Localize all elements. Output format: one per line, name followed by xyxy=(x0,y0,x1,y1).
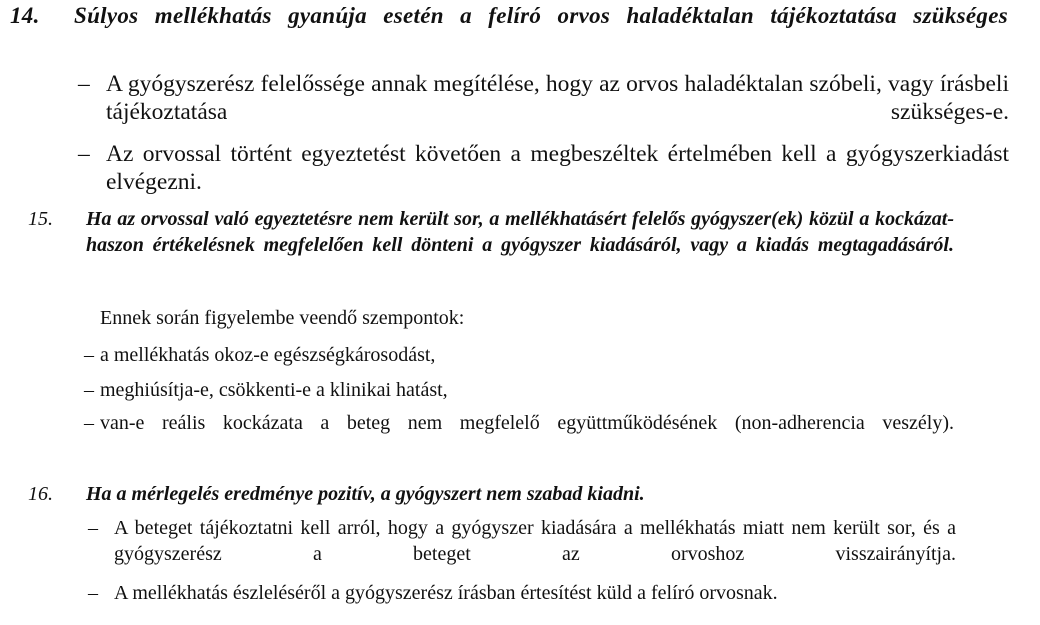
list-item-text: A gyógyszerész felelőssége annak megítélése, hogy az orvos haladéktalan szóbeli, vagy írásbeli tájékoztatása szükséges-e. xyxy=(106,71,1009,125)
list-item-text: A mellékhatás észleléséről a gyógyszerész írásban értesítést küld a felíró orvosnak. xyxy=(114,582,778,604)
section-title: Ha a mérlegelés eredménye pozitív, a gyógyszert nem szabad kiadni. xyxy=(86,483,645,505)
dash-bullet: – xyxy=(78,71,90,97)
section-intro: Ennek során figyelembe veendő szempontok: xyxy=(100,307,465,329)
list-item-text: meghiúsítja-e, csökkenti-e a klinikai hatást, xyxy=(100,379,448,401)
dash-bullet: – xyxy=(78,141,90,167)
list-item-text: a mellékhatás okoz-e egészségkárosodást, xyxy=(100,344,436,366)
list-item-text: Az orvossal történt egyeztetést követően a megbeszéltek értelmében kell a gyógyszerkiadást elvégezni. xyxy=(106,141,1009,195)
section-number: 15. xyxy=(28,208,53,230)
list-item-text: A beteget tájékoztatni kell arról, hogy a gyógyszer kiadására a mellékhatás miatt nem került sor, és a gyógyszerész a beteget az orvoshoz visszairányítja. xyxy=(114,517,956,565)
dash-bullet: – xyxy=(84,344,94,366)
dash-bullet: – xyxy=(84,412,94,434)
dash-bullet: – xyxy=(84,379,94,401)
dash-bullet: – xyxy=(88,517,98,539)
section-14-heading xyxy=(0,2,1040,58)
section-number: 14. xyxy=(10,3,40,28)
section-number: 16. xyxy=(28,483,53,505)
section-title: Ha az orvossal való egyeztetésre nem került sor, a mellékhatásért felelős gyógyszer(ek) közül a kockázat-haszon értékelésnek megfelelően kell dönteni a gyógyszer kiadásáról, vagy a kiadás megtagadásáról. xyxy=(86,208,954,256)
list-item-text: van-e reális kockázata a beteg nem megfelelő együttműködésének (non-adherencia veszély). xyxy=(100,412,954,434)
section-title: Súlyos mellékhatás gyanúja esetén a felíró orvos haladéktalan tájékoztatása szükséges xyxy=(74,3,1008,28)
dash-bullet: – xyxy=(88,582,98,604)
